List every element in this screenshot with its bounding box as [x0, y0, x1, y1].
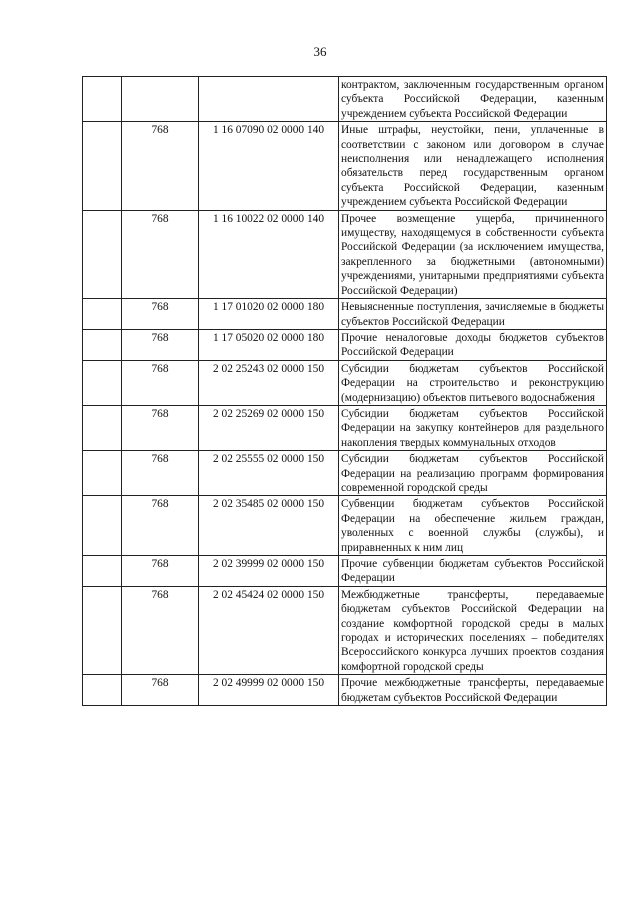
description-cell: Межбюджетные трансферты, передаваемые бюджетам субъектов Российской Федерации на создание комфортной городской среды в малых городах и исторических поселениях – победителях Всероссийского конкурса лучших проектов создания комфортной городской среды: [339, 586, 607, 674]
admin-code-cell: 768: [122, 556, 199, 587]
description-cell: Прочие неналоговые доходы бюджетов субъектов Российской Федерации: [339, 329, 607, 360]
budget-code-cell: 1 16 10022 02 0000 140: [199, 210, 339, 298]
description-cell: Субвенции бюджетам субъектов Российской Федерации на обеспечение жильем граждан, уволенных с военной службы (службы), и приравненных к ним лиц: [339, 496, 607, 556]
budget-code-cell: 2 02 49999 02 0000 150: [199, 675, 339, 706]
table-row: [83, 122, 607, 210]
empty-cell: [83, 360, 122, 405]
empty-cell: [83, 77, 122, 122]
empty-cell: [83, 675, 122, 706]
admin-code-cell: 768: [122, 451, 199, 496]
admin-code-cell: [122, 77, 199, 122]
table-row: [83, 329, 607, 360]
empty-cell: [83, 122, 122, 210]
admin-code-cell: 768: [122, 405, 199, 450]
empty-cell: [83, 329, 122, 360]
empty-cell: [83, 451, 122, 496]
budget-code-cell: [199, 77, 339, 122]
budget-code-cell: 2 02 45424 02 0000 150: [199, 586, 339, 674]
budget-code-cell: 1 16 07090 02 0000 140: [199, 122, 339, 210]
table-row: [83, 360, 607, 405]
admin-code-cell: 768: [122, 675, 199, 706]
table-row: [83, 210, 607, 298]
table-row: [83, 77, 607, 122]
table-row: [83, 675, 607, 706]
budget-code-cell: 2 02 25243 02 0000 150: [199, 360, 339, 405]
description-cell: Иные штрафы, неустойки, пени, уплаченные в соответствии с законом или договором в случае неисполнения или ненадлежащего исполнения обязательств перед государственным органом субъекта Российской Федерации, казенным учреждением субъекта Российской Федерации: [339, 122, 607, 210]
budget-code-cell: 1 17 01020 02 0000 180: [199, 299, 339, 330]
description-cell: Субсидии бюджетам субъектов Российской Федерации на реализацию программ формирования современной городской среды: [339, 451, 607, 496]
budget-code-cell: 2 02 25555 02 0000 150: [199, 451, 339, 496]
table-row: [83, 586, 607, 674]
empty-cell: [83, 210, 122, 298]
table-row: [83, 405, 607, 450]
budget-code-cell: 2 02 25269 02 0000 150: [199, 405, 339, 450]
table-row: [83, 299, 607, 330]
description-cell: Прочее возмещение ущерба, причиненного имуществу, находящемуся в собственности субъекта Российской Федерации (за исключением имущества, закрепленного за бюджетными (автономными) учреждениями, унитарными предприятиями субъекта Российской Федерации): [339, 210, 607, 298]
description-cell: контрактом, заключенным государственным органом субъекта Российской Федерации, казенным учреждением субъекта Российской Федерации: [339, 77, 607, 122]
table-row: [83, 496, 607, 556]
budget-code-cell: 2 02 35485 02 0000 150: [199, 496, 339, 556]
empty-cell: [83, 586, 122, 674]
description-cell: Прочие субвенции бюджетам субъектов Российской Федерации: [339, 556, 607, 587]
empty-cell: [83, 556, 122, 587]
empty-cell: [83, 496, 122, 556]
table-row: [83, 451, 607, 496]
admin-code-cell: 768: [122, 210, 199, 298]
admin-code-cell: 768: [122, 122, 199, 210]
description-cell: Субсидии бюджетам субъектов Российской Федерации на строительство и реконструкцию (модернизацию) объектов питьевого водоснабжения: [339, 360, 607, 405]
admin-code-cell: 768: [122, 329, 199, 360]
empty-cell: [83, 405, 122, 450]
admin-code-cell: 768: [122, 496, 199, 556]
budget-code-cell: 1 17 05020 02 0000 180: [199, 329, 339, 360]
budget-code-cell: 2 02 39999 02 0000 150: [199, 556, 339, 587]
admin-code-cell: 768: [122, 299, 199, 330]
budget-revenue-table: [82, 76, 607, 706]
page-number: 36: [313, 44, 327, 59]
admin-code-cell: 768: [122, 360, 199, 405]
empty-cell: [83, 299, 122, 330]
table-row: [83, 556, 607, 587]
description-cell: Невыясненные поступления, зачисляемые в бюджеты субъектов Российской Федерации: [339, 299, 607, 330]
description-cell: Прочие межбюджетные трансферты, передаваемые бюджетам субъектов Российской Федерации: [339, 675, 607, 706]
admin-code-cell: 768: [122, 586, 199, 674]
description-cell: Субсидии бюджетам субъектов Российской Федерации на закупку контейнеров для раздельного накопления твердых коммунальных отходов: [339, 405, 607, 450]
